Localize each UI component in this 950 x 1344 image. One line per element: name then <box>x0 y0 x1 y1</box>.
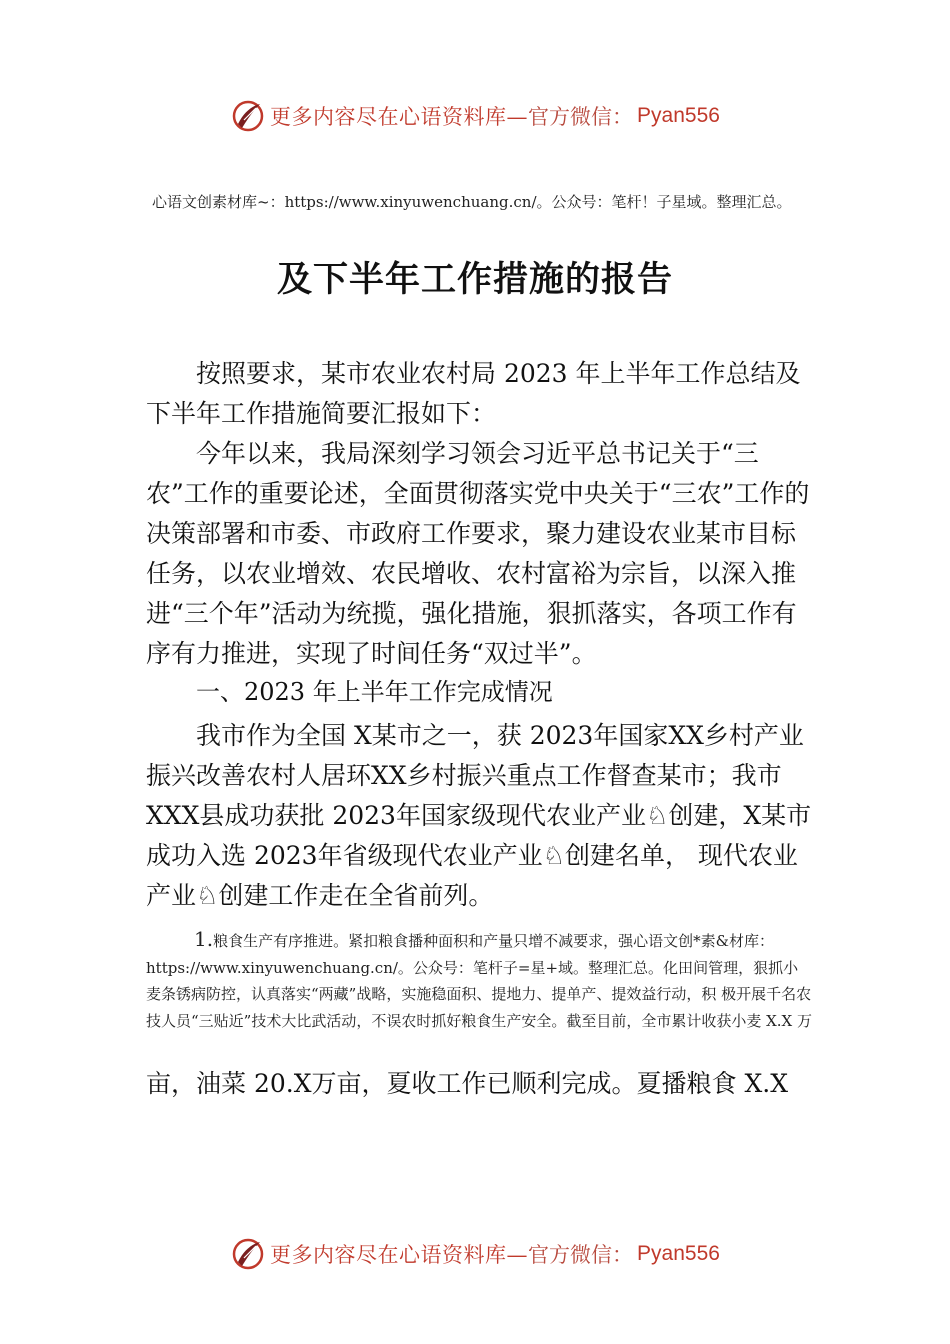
footer-weixin-id: Pyan556 <box>637 1242 720 1265</box>
banner-main-text: 更多内容尽在心语资料库— <box>270 105 529 129</box>
paragraph-achievements <box>146 716 812 916</box>
paragraph-grain-production <box>146 926 812 1034</box>
header-banner <box>0 94 950 138</box>
grain-production-text: 粮食生产有序推进。紧扣粮食播种面积和产量只增不减要求，强心语文创*素&材库：https://www.xinyuwenchuang.cn/。公众号：笔杆子=星+域。整理汇总。化田间管理，狠抓小麦条锈病防控，认真落实“两藏”战略，实施稳面积、提地力、提单产、提效益行动，积 极开展千名农技人员“三贴近”技术大比武活动，不误农时抓好粮食生产安全。截至目前，全市累计收获小麦 X.X 万 <box>146 932 813 1030</box>
paragraph-overview-text: 今年以来，我局深刻学习领会习近平总书记关于“三农”工作的重要论述，全面贯彻落实党中央关于“三农”工作的决策部署和市委、市政府工作要求，聚力建设农业某市目标任务，以农业增效、农民增收、农村富裕为宗旨，以深入推进“三个年”活动为统揽，强化措施，狠抓落实，各项工作有序有力推进，实现了时间任务“双过半”。 <box>146 439 810 668</box>
footer-weixin-label: 官方微信： <box>528 1243 634 1267</box>
paragraph-intro-text: 按照要求，某市农业农村局 2023 年上半年工作总结及下半年工作措施简要汇报如下： <box>146 359 801 428</box>
paragraph-continuation: 亩，油菜 20.X万亩，夏收工作已顺利完成。夏播粮食 X.X <box>146 1069 788 1098</box>
banner-weixin-id: Pyan556 <box>637 104 720 127</box>
watermark-text: 心语文创素材库~：https://www.xinyuwenchuang.cn/。公众号：笔杆！子星域。整理汇总。 <box>152 193 792 211</box>
brush-logo-icon <box>230 98 266 134</box>
footer-banner <box>0 1232 950 1276</box>
brush-logo-icon <box>230 1236 266 1272</box>
paragraph-intro <box>146 354 812 434</box>
paragraph-achievements-text: 我市作为全国 X某市之一，获 2023年国家XX乡村产业振兴改善农村人居环XX乡村振兴重点工作督查某市；我市XXX县成功获批 2023年国家级现代农业产业♘创建，X某市成功入选 2023年省级现代农业产业♘创建名单， 现代农业产业♘创建工作走在全省前列。 <box>146 721 812 910</box>
banner-weixin-label: 官方微信： <box>528 105 634 129</box>
document-title: 及下半年工作措施的报告 <box>276 259 673 300</box>
section-heading-1: 一、2023 年上半年工作完成情况 <box>196 678 553 706</box>
footer-main-text: 更多内容尽在心语资料库— <box>270 1243 529 1267</box>
item-number: 1. <box>194 927 214 951</box>
paragraph-overview <box>146 434 812 674</box>
